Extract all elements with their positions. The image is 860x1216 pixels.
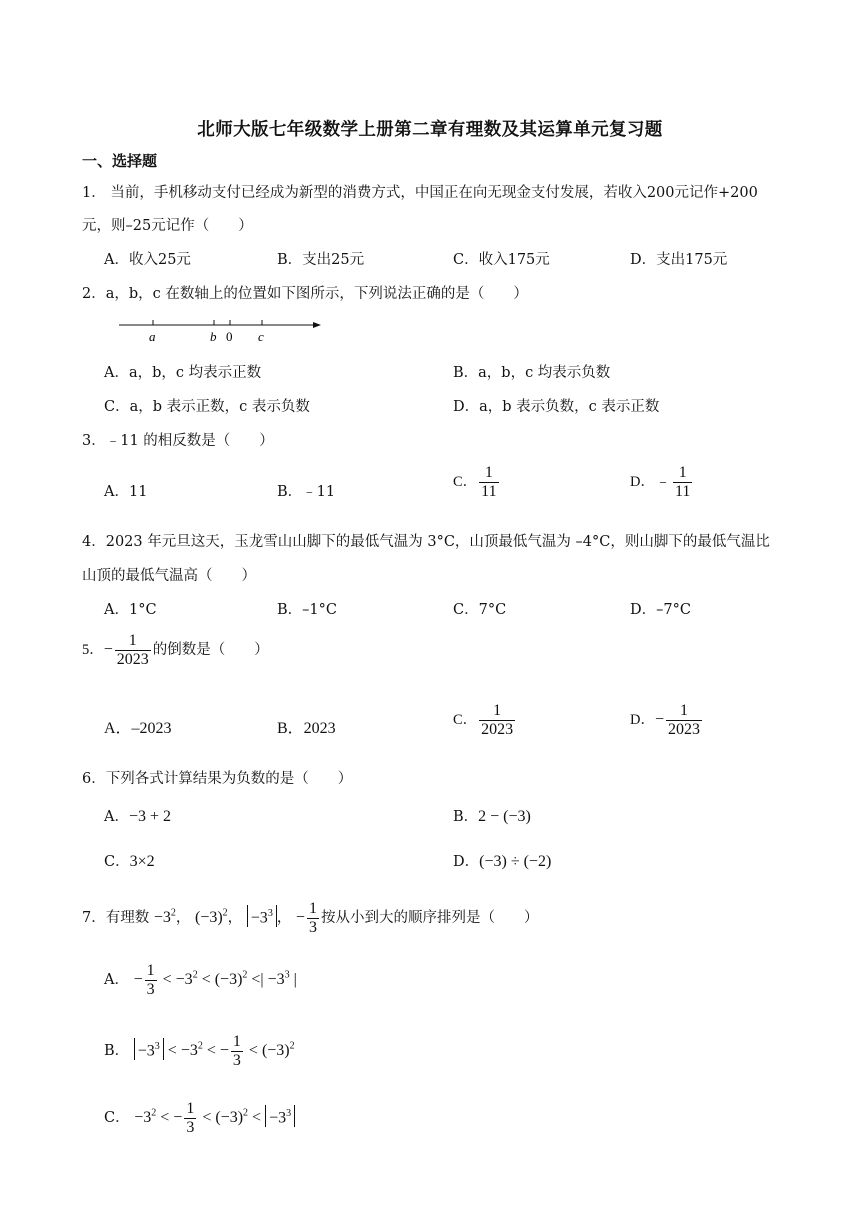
q3-option-d bbox=[630, 464, 694, 501]
q7-option-c-label: C． bbox=[104, 1110, 130, 1127]
q1-stem-line1: 1． 当前，手机移动支付已经成为新型的消费方式，中国正在向无现金支付发展，若收入200元记作+200 bbox=[82, 185, 758, 201]
q6-option-a-expr: −3 + 2 bbox=[128, 808, 172, 825]
q7-option-a bbox=[104, 962, 297, 999]
q7-stem-tail: 按从小到大的顺序排列是（ ） bbox=[320, 910, 539, 927]
label-a: a bbox=[149, 329, 156, 344]
minus-sign: − bbox=[103, 641, 113, 659]
q6-option-a bbox=[104, 805, 171, 826]
q6-option-b bbox=[453, 805, 531, 826]
number-line-arrow bbox=[313, 322, 321, 328]
q7-term-3: $-3^3$ bbox=[247, 905, 277, 927]
q1-option-a: A．收入25元 bbox=[104, 252, 191, 268]
q7-term-4: − $\frac{1}{3}$ bbox=[295, 900, 317, 936]
q4-option-c: C．7°C bbox=[453, 602, 507, 618]
numerator: 1 bbox=[493, 702, 502, 719]
q7-option-b-label: B． bbox=[104, 1043, 130, 1060]
q1-option-b: B．支出25元 bbox=[277, 252, 365, 268]
q7-number: 7．有理数 bbox=[82, 910, 150, 927]
q7-option-b bbox=[104, 1033, 295, 1070]
denominator: 11 bbox=[675, 483, 691, 500]
label-c: c bbox=[258, 329, 264, 344]
q2-option-d: D．a，b 表示负数，c 表示正数 bbox=[453, 399, 660, 415]
q7-option-b-expr: $-3^3 < -3^2$ < − $\frac{1}{3}$ < $(-3)^2$ bbox=[134, 1042, 295, 1059]
q1-option-c: C．收入175元 bbox=[453, 252, 550, 268]
fraction bbox=[673, 464, 692, 501]
q6-option-c-expr: 3×2 bbox=[129, 853, 155, 870]
q6-option-b-label: B． bbox=[453, 809, 479, 825]
q4-option-a: A．1°C bbox=[104, 602, 157, 618]
q5-option-b: B．2023 bbox=[277, 720, 336, 737]
q6-option-d-expr: (−3) ÷ (−2) bbox=[479, 853, 552, 870]
numerator: 1 bbox=[680, 702, 689, 719]
q7-term-1: $-3^2$ bbox=[153, 907, 176, 927]
separator: ， bbox=[175, 910, 191, 927]
q3-option-d-label: D． bbox=[630, 474, 655, 491]
fraction bbox=[115, 632, 151, 669]
denominator: 2023 bbox=[481, 721, 514, 738]
label-b: b bbox=[210, 329, 217, 344]
section-heading: 一、选择题 bbox=[82, 152, 158, 170]
q7-option-a-expr: − $\frac{1}{3}$ < $-3^2 < (-3)^2$ <| $-3^3$ | bbox=[133, 962, 297, 998]
q4-stem-line1: 4．2023 年元旦这天，玉龙雪山山脚下的最低气温为 3°C，山顶最低气温为 –4°C，则山脚下的最低气温比 bbox=[82, 534, 770, 550]
q6-option-c-label: C． bbox=[104, 854, 130, 870]
q7-option-c bbox=[104, 1100, 295, 1137]
q3-option-c bbox=[453, 464, 501, 501]
fraction bbox=[479, 464, 498, 501]
denominator: 2023 bbox=[668, 721, 701, 738]
q2-option-b: B．a，b，c 均表示负数 bbox=[453, 365, 611, 381]
q7-option-c-expr: $-3^2$ < − $\frac{1}{3}$ < $(-3)^2 < -3^3$ bbox=[134, 1109, 295, 1126]
q6-option-c bbox=[104, 850, 155, 871]
fraction bbox=[666, 702, 702, 739]
q5-number: 5． bbox=[82, 642, 104, 659]
q6-option-a-label: A． bbox=[104, 809, 129, 825]
separator: ， bbox=[227, 910, 243, 927]
q7-option-a-label: A． bbox=[104, 972, 129, 989]
numerator: 1 bbox=[128, 632, 137, 649]
minus-sign: ﹣ bbox=[654, 473, 671, 491]
numerator: 1 bbox=[484, 464, 493, 481]
q6-option-d-label: D． bbox=[453, 854, 480, 870]
q3-option-b: B．﹣11 bbox=[277, 484, 336, 500]
q5-stem-tail: 的倒数是（ ） bbox=[152, 642, 269, 659]
q6-stem: 6．下列各式计算结果为负数的是（ ） bbox=[82, 771, 353, 787]
separator: ， bbox=[276, 910, 292, 927]
q5-option-d bbox=[630, 702, 704, 739]
q1-stem-line2: 元，则–25元记作（ ） bbox=[82, 218, 253, 234]
q4-stem-line2: 山顶的最低气温高（ ） bbox=[82, 568, 256, 584]
q2-stem: 2．a，b，c 在数轴上的位置如下图所示，下列说法正确的是（ ） bbox=[82, 286, 528, 302]
fraction bbox=[479, 702, 515, 739]
numerator: 1 bbox=[678, 464, 687, 481]
q3-option-a: A．11 bbox=[104, 484, 148, 500]
number-line-figure bbox=[117, 312, 327, 346]
document-title: 北师大版七年级数学上册第二章有理数及其运算单元复习题 bbox=[197, 120, 663, 140]
q2-option-a: A．a，b，c 均表示正数 bbox=[104, 365, 262, 381]
label-zero: 0 bbox=[226, 329, 233, 344]
q4-option-d: D．–7°C bbox=[630, 602, 691, 618]
q5-stem bbox=[82, 632, 269, 669]
q7-term-2: $(-3)^2$ bbox=[194, 907, 228, 927]
denominator: 2023 bbox=[116, 651, 149, 668]
q5-option-c bbox=[453, 702, 517, 739]
q3-stem: 3．﹣11 的相反数是（ ） bbox=[82, 433, 274, 449]
q1-option-d: D．支出175元 bbox=[630, 252, 728, 268]
q6-option-b-expr: 2 − (−3) bbox=[478, 808, 531, 825]
q7-stem bbox=[82, 900, 538, 937]
q5-option-a: A．–2023 bbox=[104, 720, 172, 737]
q5-option-c-label: C． bbox=[453, 712, 478, 729]
q2-option-c: C．a，b 表示正数，c 表示负数 bbox=[104, 399, 310, 415]
q5-option-d-label: D． bbox=[630, 712, 655, 729]
q3-option-c-label: C． bbox=[453, 474, 478, 491]
minus-sign: − bbox=[654, 711, 665, 729]
q6-option-d bbox=[453, 850, 551, 871]
denominator: 11 bbox=[481, 483, 497, 500]
q4-option-b: B．–1°C bbox=[277, 602, 337, 618]
